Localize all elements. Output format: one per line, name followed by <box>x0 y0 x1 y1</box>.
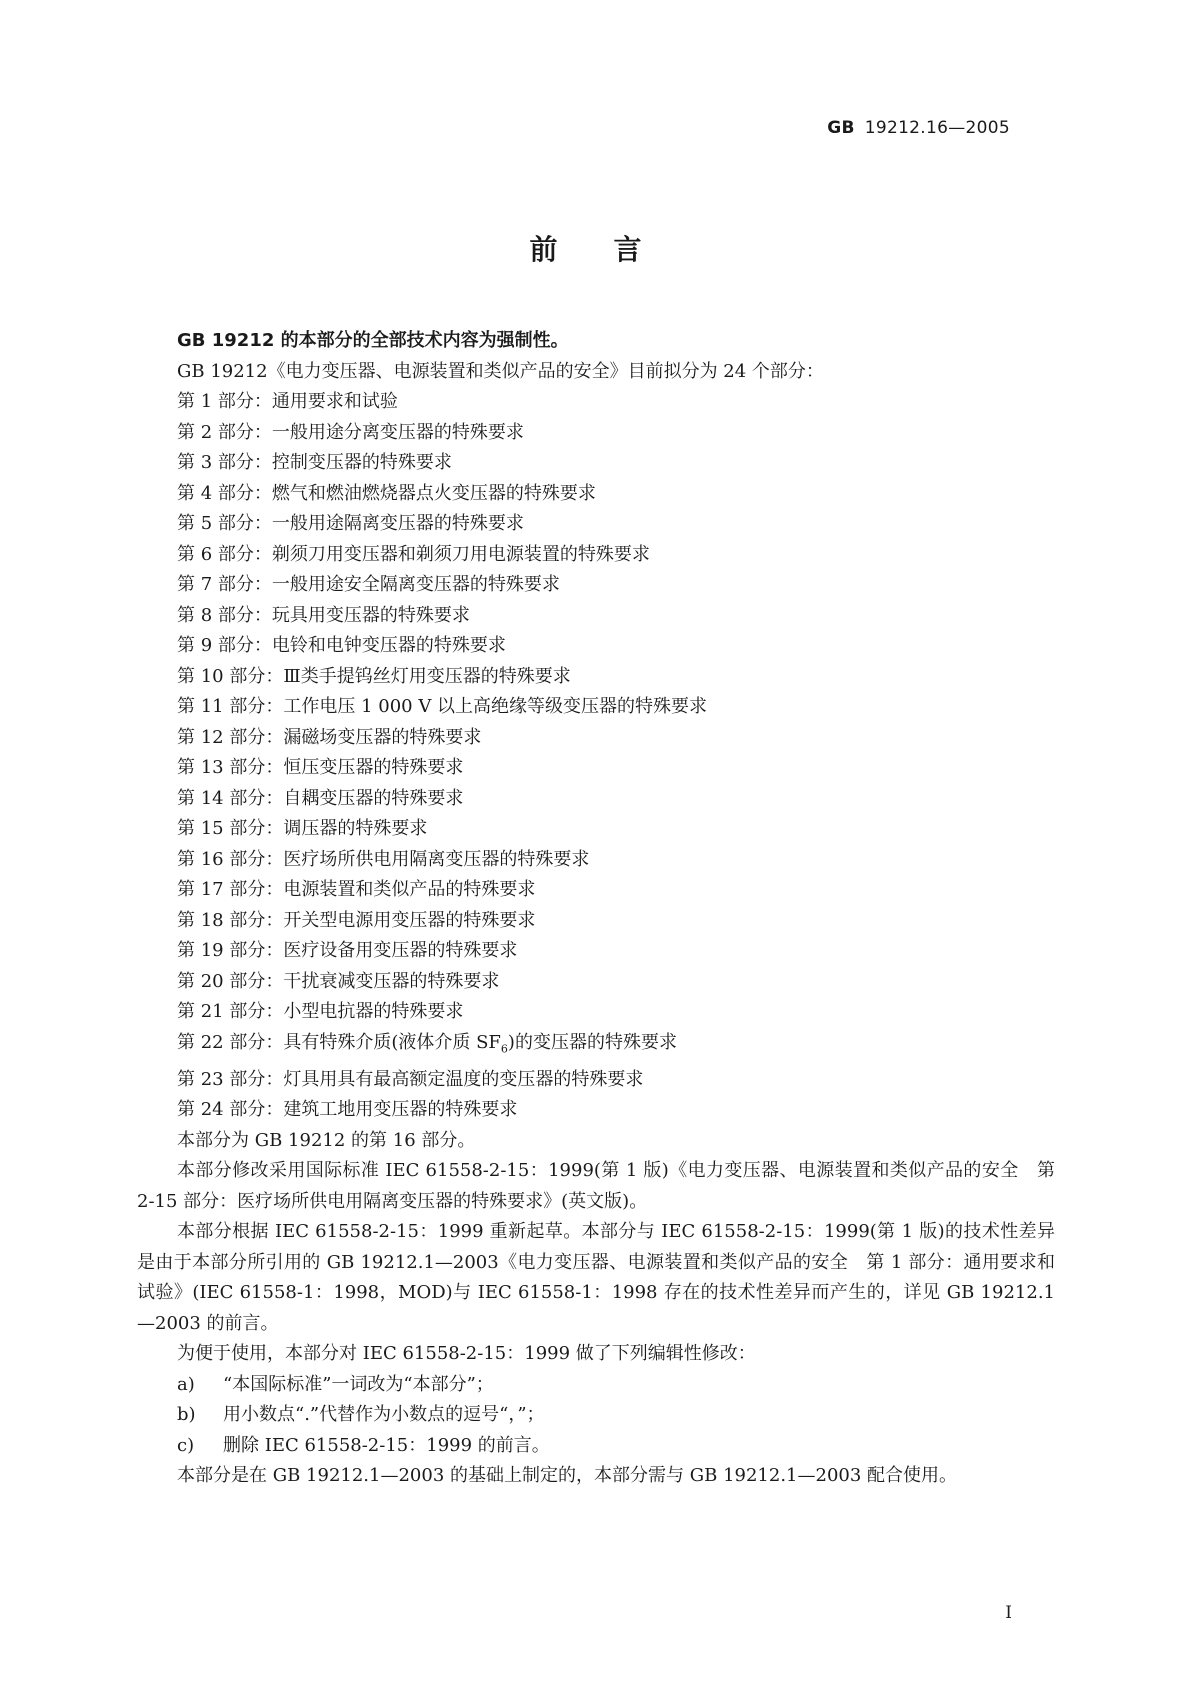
standard-prefix: GB <box>827 118 855 138</box>
part-22 <box>137 1028 1055 1065</box>
edit-item <box>137 1370 1055 1401</box>
parts-list <box>137 387 1055 1028</box>
part-item: 第 14 部分：自耦变压器的特殊要求 <box>177 787 464 809</box>
adoption-paragraph: 本部分修改采用国际标准 IEC 61558-2-15：1999(第 1 版)《电力变压器、电源装置和类似产品的安全 第 2-15 部分：医疗场所供电用隔离变压器的特殊要求》(英文版)。 <box>137 1160 1055 1212</box>
edit-item-text: 用小数点“.”代替作为小数点的逗号“，”； <box>223 1404 545 1426</box>
part-item: 第 7 部分：一般用途安全隔离变压器的特殊要求 <box>177 574 560 595</box>
part-22-before: 第 22 部分：具有特殊介质(液体介质 SF <box>177 1031 501 1053</box>
part-item: 第 2 部分：一般用途分离变压器的特殊要求 <box>177 421 524 443</box>
edit-item <box>137 1431 1055 1462</box>
part-22-subscript: 6 <box>500 1042 508 1056</box>
part-item: 第 6 部分：剃须刀用变压器和剃须刀用电源装置的特殊要求 <box>177 543 650 565</box>
parts-list-tail <box>137 1065 1055 1126</box>
series-overview: GB 19212《电力变压器、电源装置和类似产品的安全》目前拟分为 24 个部分： <box>177 360 824 382</box>
edit-item-text: 删除 IEC 61558-2-15：1999 的前言。 <box>223 1434 550 1456</box>
part-item: 第 24 部分：建筑工地用变压器的特殊要求 <box>177 1099 518 1121</box>
part-item: 第 23 部分：灯具用具有最高额定温度的变压器的特殊要求 <box>177 1068 644 1090</box>
page-title: 前言 <box>529 233 698 266</box>
edit-item-text: “本国际标准”一词改为“本部分”； <box>223 1373 494 1395</box>
part-item: 第 21 部分：小型电抗器的特殊要求 <box>177 1001 464 1022</box>
page-number: I <box>1005 1603 1012 1623</box>
edit-item-marker: a) <box>177 1373 195 1395</box>
part-22-after: )的变压器的特殊要求 <box>507 1031 677 1053</box>
this-part-paragraph: 本部分为 GB 19212 的第 16 部分。 <box>177 1129 476 1151</box>
part-item: 第 11 部分：工作电压 1 000 V 以上高绝缘等级变压器的特殊要求 <box>177 696 708 717</box>
part-item: 第 4 部分：燃气和燃油燃烧器点火变压器的特殊要求 <box>177 482 596 504</box>
edit-item-marker: b) <box>177 1404 196 1426</box>
standard-code <box>827 118 1010 138</box>
mandatory-statement: GB 19212 的本部分的全部技术内容为强制性。 <box>177 330 569 351</box>
part-item: 第 19 部分：医疗设备用变压器的特殊要求 <box>177 940 518 961</box>
part-item: 第 3 部分：控制变压器的特殊要求 <box>177 452 452 473</box>
part-item: 第 5 部分：一般用途隔离变压器的特殊要求 <box>177 513 524 534</box>
part-item: 第 9 部分：电铃和电钟变压器的特殊要求 <box>177 635 506 656</box>
part-item: 第 13 部分：恒压变压器的特殊要求 <box>177 757 464 778</box>
part-item: 第 8 部分：玩具用变压器的特殊要求 <box>177 604 470 626</box>
part-item: 第 16 部分：医疗场所供电用隔离变压器的特殊要求 <box>177 848 590 870</box>
part-item: 第 1 部分：通用要求和试验 <box>177 391 398 412</box>
edit-item-marker: c) <box>177 1434 195 1456</box>
part-item: 第 18 部分：开关型电源用变压器的特殊要求 <box>177 909 536 931</box>
closing-paragraph: 本部分是在 GB 19212.1—2003 的基础上制定的，本部分需与 GB 19212.1—2003 配合使用。 <box>177 1465 958 1487</box>
redraft-paragraph: 本部分根据 IEC 61558-2-15：1999 重新起草。本部分与 IEC 61558-2-15：1999(第 1 版)的技术性差异是由于本部分所引用的 GB 19212.1—2003《电力变压器、电源装置和类似产品的安全 第 1 部分：通用要求和试验》(IEC 61558-1：1998，MOD)与 IEC 61558-1：1998 存在的技术性差异而产生的，详见 GB 19212.1—2003 的前言。 <box>137 1221 1055 1334</box>
part-item: 第 15 部分：调压器的特殊要求 <box>177 818 428 839</box>
part-item: 第 10 部分：Ⅲ类手提钨丝灯用变压器的特殊要求 <box>177 665 571 687</box>
part-item: 第 17 部分：电源装置和类似产品的特殊要求 <box>177 879 536 900</box>
edit-item <box>137 1400 1055 1431</box>
part-item: 第 20 部分：干扰衰减变压器的特殊要求 <box>177 970 500 992</box>
document-body <box>137 326 1055 1492</box>
edits-list <box>137 1370 1055 1462</box>
standard-number: 19212.16—2005 <box>864 118 1010 138</box>
part-item: 第 12 部分：漏磁场变压器的特殊要求 <box>177 726 482 748</box>
editorial-paragraph: 为便于使用，本部分对 IEC 61558-2-15：1999 做了下列编辑性修改： <box>177 1343 756 1365</box>
